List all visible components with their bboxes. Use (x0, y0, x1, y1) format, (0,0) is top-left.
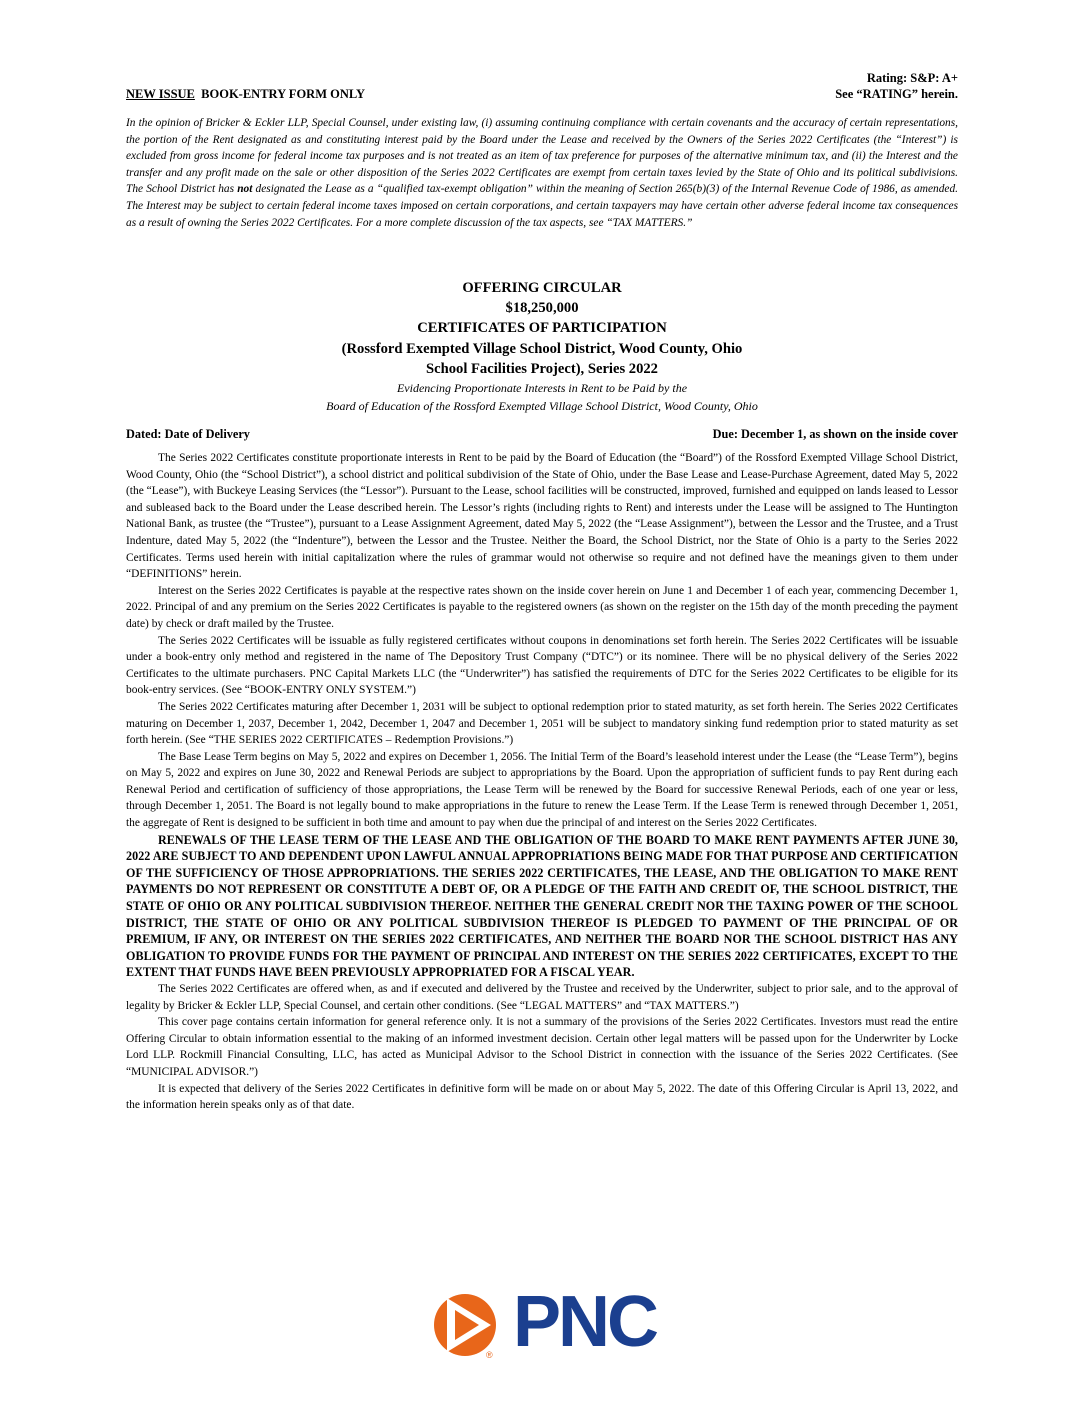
due-label: Due: December 1, as shown on the inside cover (712, 427, 958, 441)
opinion-text-1: In the opinion of Bricker & Eckler LLP, Special Counsel, under existing law, (i) assuming continuing compliance with certain covenants and the accuracy of certain representations, the portion of the Rent designated as and constituting interest paid by the Board under the Lease and received by the Owners of the Series 2022 Certificates (the “Interest”) is excluded from gross income for federal income tax purposes and is not treated as an item of tax preference for purposes of the alternative minimum tax, and (ii) the Interest and the transfer and any profit made on the sale or other disposition of the Series 2022 Certificates are exempt from certain taxes levied by the State of Ohio and its political subdivisions. The School District has (126, 117, 958, 196)
opinion-text-2: designated the Lease as a “qualified tax-exempt obligation” within the meaning of Section 265(b)(3) of the Internal Revenue Code of 1986, as amended. The Interest may be subject to certain federal income taxes imposed on certain corporations, and certain taxpayers may have certain other adverse federal income tax consequences as a result of owning the Series 2022 Certificates. For a more complete discussion of the tax aspects, see “TAX MATTERS.” (126, 183, 959, 229)
offering-amount: $18,250,000 (505, 300, 579, 317)
paragraph: The Series 2022 Certificates maturing after December 1, 2031 will be subject to optional redemption prior to stated maturity, as set forth herein. The Series 2022 Certificates maturing on December 1, 2037, December 1, 2042, December 1, 2047 and December 1, 2051 will be subject to mandatory sinking fund redemption prior to stated maturity as set forth herein. (See “THE SERIES 2022 CERTIFICATES – Redemption Provisions.”) (126, 700, 958, 747)
issuer-line: (Rossford Exempted Village School District, Wood County, Ohio (341, 340, 743, 357)
document-title: OFFERING CIRCULAR (462, 280, 622, 296)
rating-reference: See “RATING” herein. (835, 87, 958, 101)
rating-line: Rating: S&P: A+ (866, 71, 958, 85)
registered-mark: ® (486, 1350, 493, 1360)
risk-disclosure-paragraph: RENEWALS OF THE LEASE TERM OF THE LEASE AND THE OBLIGATION OF THE BOARD TO MAKE RENT PAYMENTS AFTER JUNE 30, 2022 ARE SUBJECT TO AND DEPENDENT UPON LAWFUL ANNUAL APPROPRIATIONS BEING MADE FOR THAT PURPOSE AND CERTIFICATION OF THE SUFFICIENCY OF THOSE APPROPRIATIONS. THE SERIES 2022 CERTIFICATES, THE LEASE, AND THE OBLIGATION TO MAKE RENT PAYMENTS DO NOT REPRESENT OR CONSTITUTE A DEBT OF, OR A PLEDGE OF THE FAITH AND CREDIT OF, THE SCHOOL DISTRICT, THE STATE OF OHIO OR ANY POLITICAL SUBDIVISION THEREOF. NEITHER THE GENERAL CREDIT NOR THE TAXING POWER OF THE SCHOOL DISTRICT, THE STATE OF OHIO OR ANY POLITICAL SUBDIVISION THEREOF IS PLEDGED TO PAYMENT OF THE PRINCIPAL OF OR PREMIUM, IF ANY, OR INTEREST ON THE SERIES 2022 CERTIFICATES, AND NEITHER THE BOARD NOR THE SCHOOL DISTRICT HAS ANY OBLIGATION TO PROVIDE FUNDS FOR THE PAYMENT OF PRINCIPAL AND INTEREST ON THE SERIES 2022 CERTIFICATES, EXCEPT TO THE EXTENT THAT FUNDS HAVE BEEN PREVIOUSLY APPROPRIATED FOR A FISCAL YEAR. (126, 832, 958, 980)
book-entry-label: BOOK-ENTRY FORM ONLY (201, 87, 366, 101)
title-block (126, 278, 958, 415)
paragraph: It is expected that delivery of the Series 2022 Certificates in definitive form will be made on or about May 5, 2022. The date of this Offering Circular is April 13, 2022, and the information herein speaks only as of that date. (126, 1082, 958, 1112)
body-text (126, 450, 958, 1114)
project-line: School Facilities Project), Series 2022 (426, 360, 658, 377)
dated-due-row (126, 426, 958, 442)
paragraph: The Base Lease Term begins on May 5, 2022 and expires on December 1, 2056. The Initial Term of the Board’s leasehold interest under the Lease (the “Lease Term”), begins on May 5, 2022 and expires on June 30, 2022 and Renewal Periods are subject to appropriations by the Board. Upon the appropriation of sufficient funds to pay Rent during each Renewal Period and certification of sufficiency of those appropriations, the Lease Term will be renewed by the Board for successive Renewal Periods, each of one year or less, through December 1, 2051. The Board is not legally bound to make appropriations in the future to renew the Lease Term. If the Lease Term is renewed through December 1, 2051, the aggregate of Rent is designed to be sufficient in both time and amount to pay when due the principal of and interest on the Series 2022 Certificates. (126, 750, 958, 830)
dated-label: Dated: Date of Delivery (126, 427, 250, 441)
paragraph: The Series 2022 Certificates constitute proportionate interests in Rent to be paid by the Board of Education (the “Board”) of the Rossford Exempted Village School District, Wood County, Ohio (the “School District”), a school district and political subdivision of the State of Ohio, under the Base Lease and Lease-Purchase Agreement, dated May 5, 2022 (the “Lease”), with Buckeye Leasing Services (the “Lessor”). Pursuant to the Lease, school facilities will be constructed, improved, furnished and equipped on lands leased to Lessor and subleased back to the Board under the Lease described herein. The Lessor’s rights (including rights to Rent) and interests under the Lease will be assigned to The Huntington National Bank, as trustee (the “Trustee”), pursuant to a Lease Assignment Agreement, dated May 5, 2022 (the “Lease Assignment”), between the Lessor and the Trustee, and a Trust Indenture, dated May 5, 2022 (the “Indenture”), between the Lessor and the Trustee. Neither the Board, the School District, nor the State of Ohio is a party to the Series 2022 Certificates. Terms used herein with initial capitalization where the rules of grammar would not otherwise so require and not defined have the meanings given to them under “DEFINITIONS” herein. (126, 452, 958, 581)
security-type: CERTIFICATES OF PARTICIPATION (417, 320, 667, 337)
pnc-logo (430, 1282, 660, 1362)
paragraph: This cover page contains certain information for general reference only. It is not a summary of the provisions of the Series 2022 Certificates. Investors must read the entire Offering Circular to obtain information essential to the making of an informed investment decision. Certain other legal matters will be passed upon for the Underwriter by Locke Lord LLP. Rockmill Financial Consulting, LLC, has acted as Municipal Advisor to the School District in connection with the issuance of the Series 2022 Certificates. (See “MUNICIPAL ADVISOR.”) (126, 1016, 958, 1078)
tax-opinion-paragraph (126, 115, 958, 231)
paragraph: The Series 2022 Certificates will be issuable as fully registered certificates without coupons in denominations set forth herein. The Series 2022 Certificates will be issuable under a book-entry only method and registered in the name of The Depository Trust Company (“DTC”) or its nominee. There will be no physical delivery of the Series 2022 Certificates to the ultimate purchasers. PNC Capital Markets LLC (the “Underwriter”) has satisfied the requirements of DTC for the Series 2022 Certificates to be eligible for its book-entry services. (See “BOOK-ENTRY ONLY SYSTEM.”) (126, 634, 958, 697)
paragraph: The Series 2022 Certificates are offered when, as and if executed and delivered by the Trustee and received by the Underwriter, subject to prior sale, and to the approval of legality by Bricker & Eckler LLP, Special Counsel, and certain other conditions. (See “LEGAL MATTERS” and “TAX MATTERS.”) (126, 983, 958, 1012)
new-issue-label: NEW ISSUE (126, 87, 195, 101)
issue-type (126, 86, 365, 102)
opinion-emphasis: not (237, 183, 253, 196)
subtitle-line-1: Evidencing Proportionate Interests in Rent to be Paid by the (396, 381, 688, 396)
logo-wordmark: PNC (513, 1282, 657, 1362)
subtitle-line-2: Board of Education of the Rossford Exempted Village School District, Wood County, Ohio (326, 399, 758, 414)
rating-block (835, 70, 958, 102)
paragraph: Interest on the Series 2022 Certificates is payable at the respective rates shown on the inside cover herein on June 1 and December 1 of each year, commencing December 1, 2022. Principal of and any premium on the Series 2022 Certificates is payable to the registered owners (as shown on the register on the 15th day of the month preceding the payment date) by check or draft mailed by the Trustee. (126, 584, 958, 630)
